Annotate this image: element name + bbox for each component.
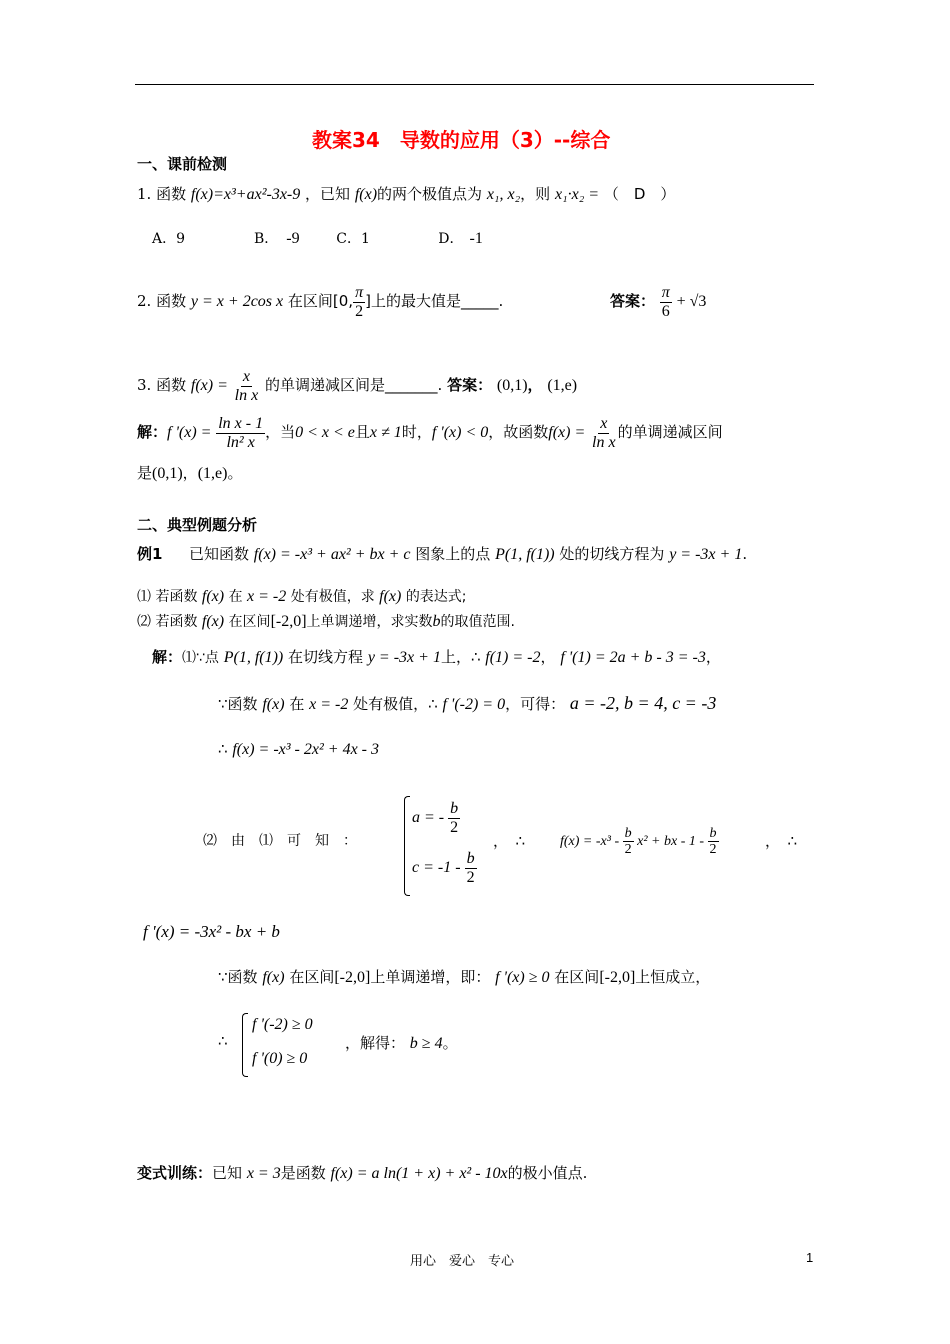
- sol1-fx-frac2-den: 2: [709, 842, 717, 858]
- variant-x: x = 3: [246, 1165, 281, 1182]
- q1-fx: f(x): [354, 186, 378, 203]
- solution-3-line2: [137, 462, 242, 483]
- sol1-fx-part1: f(x) = -x³ -: [560, 834, 620, 850]
- question-1: [137, 183, 675, 204]
- variant-t1: 已知: [212, 1164, 243, 1182]
- ex1-p2e: 上单调递增，求实数: [306, 614, 433, 630]
- system1-eq1: [412, 800, 460, 836]
- ex1-t2: 图象上的点: [415, 545, 491, 563]
- q3-fraction: [233, 368, 261, 404]
- ex1-p1e: 处有极值，求: [290, 589, 375, 605]
- sol1-s2h: a = -2, b = 4, c = -3: [569, 693, 717, 713]
- system1-eq2-num: b: [466, 850, 475, 867]
- sol1-s3b: f(x) = -x³ - 2x² + 4x - 3: [232, 741, 380, 758]
- sol1-fx-frac2-num: b: [709, 826, 717, 841]
- sol3-frac2-den: ln x: [592, 433, 616, 451]
- q3-answer-1: (0,1): [496, 377, 528, 395]
- ex1-dot: .: [742, 545, 748, 563]
- sol3-line2e: 。: [227, 464, 243, 482]
- sol1-s5b: ，解得：: [345, 1034, 406, 1052]
- sol1-s2e: 处有极值，∴: [353, 695, 438, 713]
- system1-eq2-frac: [465, 850, 477, 886]
- sol1-therefore-1: ， ∴: [493, 832, 526, 850]
- sol1-s1i: ，: [705, 648, 721, 666]
- sol1-fx-part2: x² + bx - 1 -: [637, 834, 705, 850]
- q2-frac-den: 2: [355, 302, 364, 320]
- q3-lhs: f(x) =: [190, 377, 228, 395]
- sol3-function: f(x) =: [548, 424, 586, 442]
- sol3-fraction: [216, 415, 265, 451]
- q2-lead: 函数: [156, 292, 187, 311]
- system1-eq1-den: 2: [450, 818, 459, 836]
- sol1-s3a: ∴: [218, 740, 228, 758]
- q3-answer-label: 答案：: [447, 376, 493, 395]
- page-number: 1: [806, 1250, 814, 1265]
- sol1-s2f: f '(-2) = 0: [442, 696, 506, 713]
- sol1-s4b: f(x): [262, 969, 285, 986]
- sol1-s1e: 上，∴: [440, 648, 481, 666]
- ex1-p2f: b: [432, 613, 441, 630]
- sol1-s1a: ⑴∵点: [182, 650, 219, 666]
- ex1-p1c: 在: [228, 589, 243, 605]
- sol1-s2b: f(x): [262, 696, 285, 713]
- sol3-t4: ，故函数: [488, 423, 549, 442]
- sol1-line2: [218, 693, 716, 714]
- sol3-interval-2: (1,e): [197, 465, 228, 482]
- sol1-s1c: 在切线方程: [288, 648, 364, 666]
- q2-expression: y = x + 2cos x: [190, 293, 284, 311]
- sol1-s4e: 上单调递增，即：: [370, 968, 491, 986]
- sol1-line3: [218, 740, 379, 759]
- sol1-s2g: ，可得：: [505, 695, 566, 713]
- sol1-therefore-2: ， ∴: [765, 832, 798, 850]
- sol1-s4h: [-2,0]: [599, 969, 636, 986]
- ex1-label: 例1: [137, 545, 163, 563]
- sol1-therefore-3: ∴: [218, 1032, 228, 1050]
- q3-text: 的单调递减区间是_______.: [265, 376, 443, 395]
- sol3-line2a: 是: [137, 464, 153, 482]
- q1-mid: ，已知: [305, 185, 351, 203]
- q2-answer-den: 6: [661, 302, 670, 320]
- system1-eq2-den: 2: [466, 868, 475, 886]
- sol1-s4i: 上恒成立，: [635, 968, 711, 986]
- sol1-s4a: ∵函数: [218, 968, 258, 986]
- ex1-p2d: [-2,0]: [270, 613, 307, 630]
- sol3-frac-den: ln² x: [226, 433, 255, 451]
- q1-text2: 的两个极值点为: [377, 185, 483, 203]
- system-brace-2: [242, 1013, 248, 1077]
- sol3-condition: 0 < x < e: [295, 424, 355, 442]
- system1-eq2-lhs: c = -1 -: [412, 858, 461, 876]
- sol3-condition2: x ≠ 1: [369, 424, 402, 442]
- q1-answer: （ D ）: [603, 185, 676, 203]
- sol1-s1f: f(1) = -2: [485, 649, 541, 666]
- sol3-t5: 的单调递减区间: [617, 423, 723, 442]
- ex1-part2: [137, 611, 515, 631]
- q2-answer: [610, 284, 706, 320]
- q1-option-b-label: B．: [254, 231, 279, 247]
- ex1-p1f: f(x): [379, 588, 402, 605]
- system1-eq1-num: b: [450, 800, 459, 817]
- q3-lead: 函数: [156, 376, 187, 395]
- sol1-derivative: f '(x) = -3x² - bx + b: [143, 922, 280, 941]
- sol1-fx-frac1-num: b: [624, 826, 632, 841]
- ex1-function: f(x) = -x³ + ax² + bx + c: [253, 546, 411, 563]
- sol1-s1g: ，: [540, 648, 556, 666]
- q1-option-a: A．9: [152, 231, 186, 247]
- variant-label: 变式训练：: [137, 1164, 213, 1182]
- sol3-frac2-num: x: [600, 415, 608, 432]
- sol3-inequality: f '(x) < 0: [431, 424, 489, 442]
- system2-eq2: f '(0) ≥ 0: [252, 1050, 308, 1067]
- q1-lead: 函数: [156, 185, 187, 203]
- ex1-p2c: 在区间: [228, 614, 271, 630]
- sol1-fx-expression: [560, 826, 719, 858]
- ex1-p2b: f(x): [201, 613, 225, 630]
- q2-number: 2.: [137, 292, 152, 311]
- sol1-s4d: [-2,0]: [334, 969, 371, 986]
- ex1-t1: 已知函数: [189, 545, 250, 563]
- system2-eq1: f '(-2) ≥ 0: [252, 1016, 313, 1033]
- ex1-tangent: y = -3x + 1: [669, 546, 743, 563]
- ex1-p1a: ⑴ 若函数: [137, 589, 198, 605]
- section-heading-1: 一、课前检测: [137, 155, 228, 173]
- q2-frac-num: π: [355, 284, 364, 301]
- q2-text: 在区间[0,: [287, 292, 354, 311]
- sol1-label: 解：: [152, 648, 183, 666]
- sol3-label: 解：: [137, 423, 168, 442]
- sol3-t2: 且: [354, 423, 370, 442]
- sol1-s1h: f '(1) = 2a + b - 3 = -3: [560, 649, 706, 666]
- q1-option-c: C．1: [336, 231, 370, 247]
- ex1-part1: [137, 586, 467, 606]
- sol1-s5c: b ≥ 4: [409, 1035, 443, 1052]
- header-rule: [135, 84, 814, 85]
- q1-product: x₁·x₂ =: [554, 186, 600, 203]
- sol1-fx-frac2: [708, 826, 719, 858]
- ex1-p2a: ⑵ 若函数: [137, 614, 198, 630]
- ex1-point: P(1, f(1)): [495, 546, 555, 563]
- q2-answer-tail: + √3: [676, 293, 707, 311]
- q2-text2: ]上的最大值是_____.: [365, 292, 504, 311]
- footer-center: 用心 爱心 专心: [410, 1254, 515, 1269]
- q3-answer-2: (1,e): [547, 377, 578, 395]
- system-brace-1: [404, 796, 410, 896]
- q3-answer-comma: ，: [527, 376, 543, 395]
- ex1-t3: 处的切线方程为: [559, 545, 665, 563]
- q1-option-b-value: -9: [286, 230, 300, 247]
- sol1-s5d: 。: [442, 1034, 458, 1052]
- system1-eq1-frac: [448, 800, 460, 836]
- system1-eq2: [412, 850, 477, 886]
- ex1-p1d: x = -2: [247, 588, 287, 605]
- q3-number: 3.: [137, 376, 152, 395]
- q1-option-d-value: -1: [469, 230, 483, 247]
- system1-eq1-lhs: a = -: [412, 808, 445, 826]
- q1-option-d-label: D．: [438, 231, 464, 247]
- q1-function: f(x)=x³+ax²-3x-9: [190, 186, 301, 203]
- ex1-p1g: 的表达式;: [405, 589, 467, 605]
- sol1-part2-label: ⑵ 由 ⑴ 可 知 ：: [203, 833, 357, 849]
- solution-3: [137, 415, 723, 451]
- sol1-line4: [218, 966, 710, 987]
- sol1-fx-frac1: [623, 826, 634, 858]
- variant-training: [137, 1162, 587, 1183]
- sol1-s2d: x = -2: [309, 696, 349, 713]
- sol3-frac-num: ln x - 1: [218, 415, 264, 432]
- sol3-t3: 时，: [401, 423, 432, 442]
- sol3-t1: ，当: [265, 423, 296, 442]
- sol3-interval-1: (0,1): [152, 465, 183, 482]
- question-3: [137, 368, 577, 404]
- sol3-fraction-2: [590, 415, 618, 451]
- variant-t3: 的极小值点.: [507, 1164, 588, 1182]
- ex1-p2g: 的取值范围.: [440, 614, 515, 630]
- ex1-p1b: f(x): [201, 588, 225, 605]
- q3-frac-den: ln x: [234, 386, 259, 404]
- sol1-fx-frac1-den: 2: [624, 842, 632, 858]
- page-title: 教案34 导数的应用（3）--综合: [312, 128, 611, 152]
- sol1-s4g: 在区间: [554, 968, 600, 986]
- q3-frac-num: x: [242, 368, 250, 385]
- section-heading-2: 二、典型例题分析: [137, 516, 258, 534]
- sol1-s2c: 在: [289, 695, 305, 713]
- q2-answer-label: 答案：: [610, 292, 656, 311]
- sol1-s1b: P(1, f(1)): [223, 649, 284, 666]
- question-2: [137, 284, 503, 320]
- sol1-s4c: 在区间: [289, 968, 335, 986]
- sol1-s4f: f '(x) ≥ 0: [495, 969, 550, 986]
- q1-number: 1.: [137, 185, 152, 203]
- q2-answer-num: π: [661, 284, 670, 301]
- q1-text3: ，则: [520, 185, 551, 203]
- sol1-line1: [152, 646, 721, 667]
- variant-t2: 是函数: [280, 1164, 326, 1182]
- sol3-lhs: f '(x) =: [167, 424, 212, 442]
- q1-options: [152, 228, 483, 248]
- sol1-conclusion: [345, 1032, 458, 1053]
- q2-fraction: [353, 284, 365, 320]
- variant-function: f(x) = a ln(1 + x) + x² - 10x: [330, 1165, 508, 1182]
- example-1: [137, 543, 747, 564]
- q2-answer-fraction: [660, 284, 672, 320]
- sol3-line2c: ，: [182, 464, 198, 482]
- sol1-s2a: ∵函数: [218, 695, 258, 713]
- q1-points: x₁, x₂: [486, 186, 521, 203]
- sol1-s1d: y = -3x + 1: [367, 649, 441, 666]
